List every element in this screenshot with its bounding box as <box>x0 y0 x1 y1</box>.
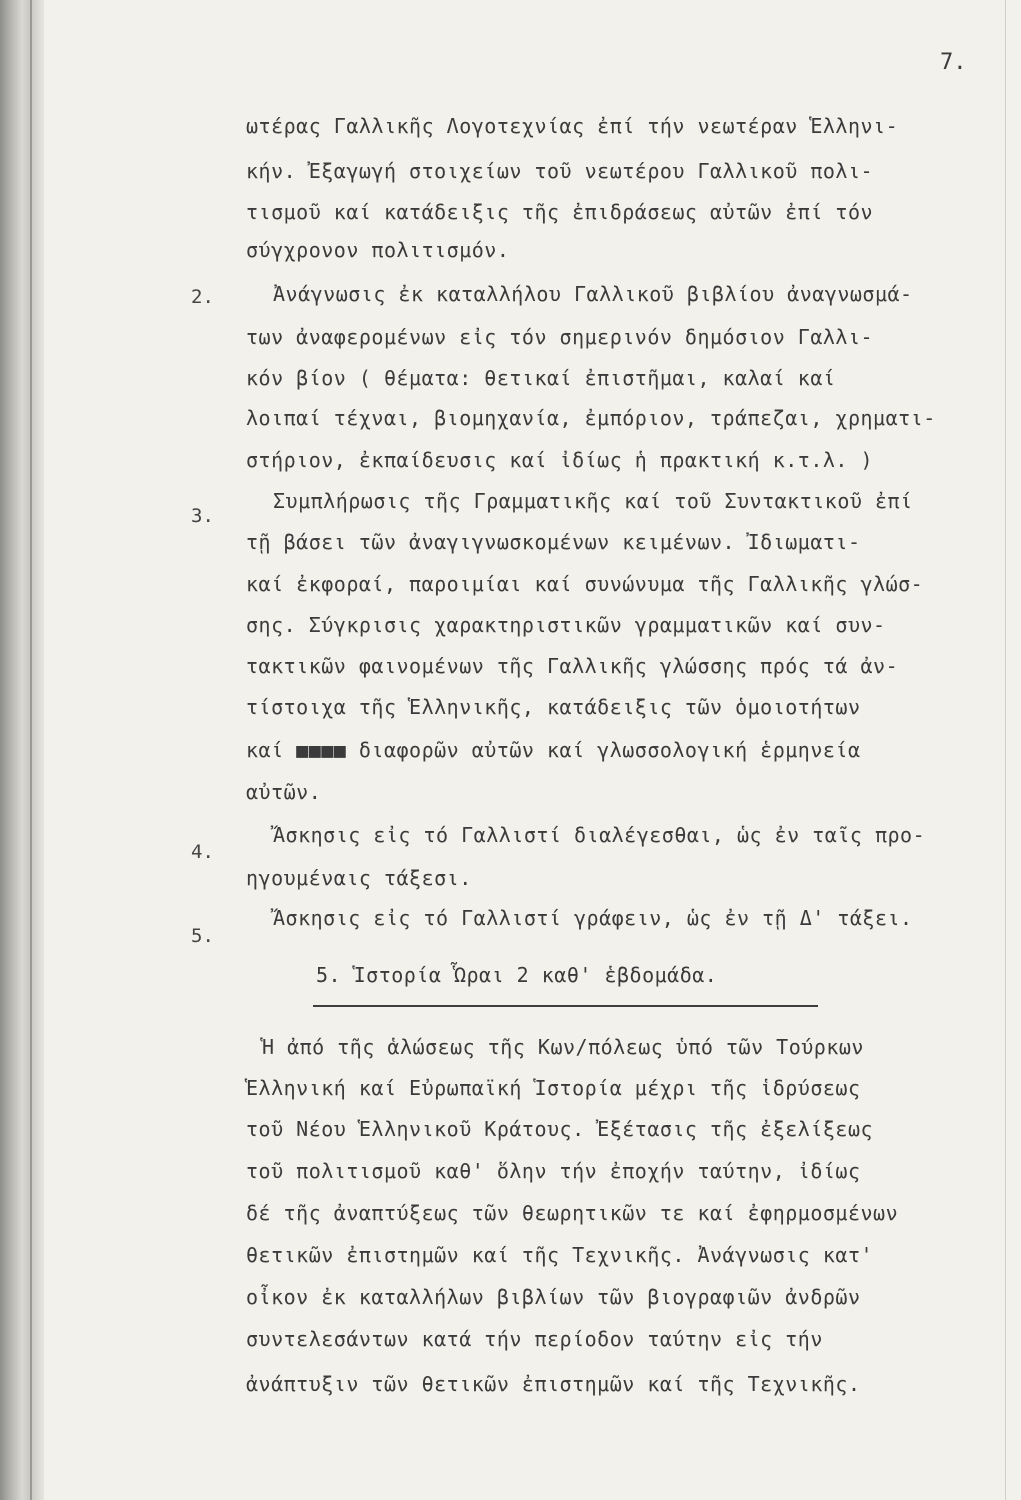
text-line: κήν. Ἐξαγωγή στοιχείων τοῦ νεωτέρου Γαλλικοῦ πολι- <box>246 159 874 183</box>
text-line: σης. Σύγκρισις χαρακτηριστικῶν γραμματικῶν καί συν- <box>246 613 886 637</box>
text-line: Ἀνάγνωσις ἐκ καταλλήλου Γαλλικοῦ βιβλίου ἀναγνωσμά- <box>273 282 913 306</box>
text-line: σύγχρονον πολιτισμόν. <box>246 238 510 262</box>
item-number: 4. <box>191 841 214 863</box>
text-line: ηγουμέναις τάξεσι. <box>246 866 472 890</box>
text-line: αὐτῶν. <box>246 780 322 804</box>
text-line: Συμπλήρωσις τῆς Γραμματικῆς καί τοῦ Συντακτικοῦ ἐπί <box>273 489 913 513</box>
text-line: κόν βίον ( θέματα: θετικαί ἐπιστῆμαι, καλαί καί <box>246 366 836 390</box>
item-number: 2. <box>191 286 214 308</box>
text-line: στήριον, ἐκπαίδευσις καί ἰδίως ἡ πρακτική κ.τ.λ. ) <box>246 448 874 472</box>
text-line: ωτέρας Γαλλικῆς Λογοτεχνίας ἐπί τήν νεωτέραν Ἑλληνι- <box>246 114 899 138</box>
text-line: ἀνάπτυξιν τῶν θετικῶν ἐπιστημῶν καί τῆς Τεχνικῆς. <box>246 1372 861 1396</box>
text-line: καί ■■■■ διαφορῶν αὐτῶν καί γλωσσολογική ἑρμηνεία <box>246 738 861 762</box>
text-line: τακτικῶν φαινομένων τῆς Γαλλικῆς γλώσσης πρός τά ἀν- <box>246 654 899 678</box>
text-line: οἶκον ἐκ καταλλήλων βιβλίων τῶν βιογραφιῶν ἀνδρῶν <box>246 1285 861 1309</box>
item-number: 5. <box>191 925 214 947</box>
text-line: Ἄσκησις εἰς τό Γαλλιστί γράφειν, ὡς ἐν τῇ Δ' τάξει. <box>273 906 913 930</box>
text-line: δέ τῆς ἀναπτύξεως τῶν θεωρητικῶν τε καί ἐφηρμοσμένων <box>246 1201 899 1225</box>
text-line: Ἑλληνική καί Εὐρωπαϊκή Ἱστορία μέχρι τῆς ἱδρύσεως <box>246 1076 861 1100</box>
text-line: θετικῶν ἐπιστημῶν καί τῆς Τεχνικῆς. Ἀνάγνωσις κατ' <box>246 1243 874 1267</box>
page-number: 7. <box>940 50 967 75</box>
text-line: τοῦ Νέου Ἑλληνικοῦ Κράτους. Ἐξέτασις τῆς ἐξελίξεως <box>246 1117 874 1141</box>
text-line: τῇ βάσει τῶν ἀναγιγνωσκομένων κειμένων. Ἰδιωματι- <box>246 530 861 554</box>
heading-underline <box>313 1005 818 1007</box>
text-line: τισμοῦ καί κατάδειξις τῆς ἐπιδράσεως αὐτῶν ἐπί τόν <box>246 200 874 224</box>
text-line: των ἀναφερομένων εἰς τόν σημερινόν δημόσιον Γαλλι- <box>246 325 874 349</box>
text-line: τίστοιχα τῆς Ἑλληνικῆς, κατάδειξις τῶν ὁμοιοτήτων <box>246 695 861 719</box>
binding-shadow-line <box>30 0 32 1500</box>
text-line: λοιπαί τέχναι, βιομηχανία, ἐμπόριον, τράπεζαι, χρηματι- <box>246 406 936 430</box>
text-line: Ἡ ἀπό τῆς ἁλώσεως τῆς Κων/πόλεως ὑπό τῶν Τούρκων <box>262 1035 864 1059</box>
scanned-page-edge <box>0 0 44 1500</box>
text-line: Ἄσκησις εἰς τό Γαλλιστί διαλέγεσθαι, ὡς ἐν ταῖς προ- <box>273 823 926 847</box>
section-heading: 5. Ἱστορία Ὧραι 2 καθ' ἑβδομάδα. <box>316 963 718 987</box>
item-number: 3. <box>191 505 214 527</box>
text-line: καί ἐκφοραί, παροιμίαι καί συνώνυμα τῆς Γαλλικῆς γλώσ- <box>246 572 924 596</box>
text-line: συντελεσάντων κατά τήν περίοδον ταύτην εἰς τήν <box>246 1327 823 1351</box>
text-line: τοῦ πολιτισμοῦ καθ' ὅλην τήν ἐποχήν ταύτην, ἰδίως <box>246 1159 861 1183</box>
right-margin-line <box>1005 0 1006 1500</box>
